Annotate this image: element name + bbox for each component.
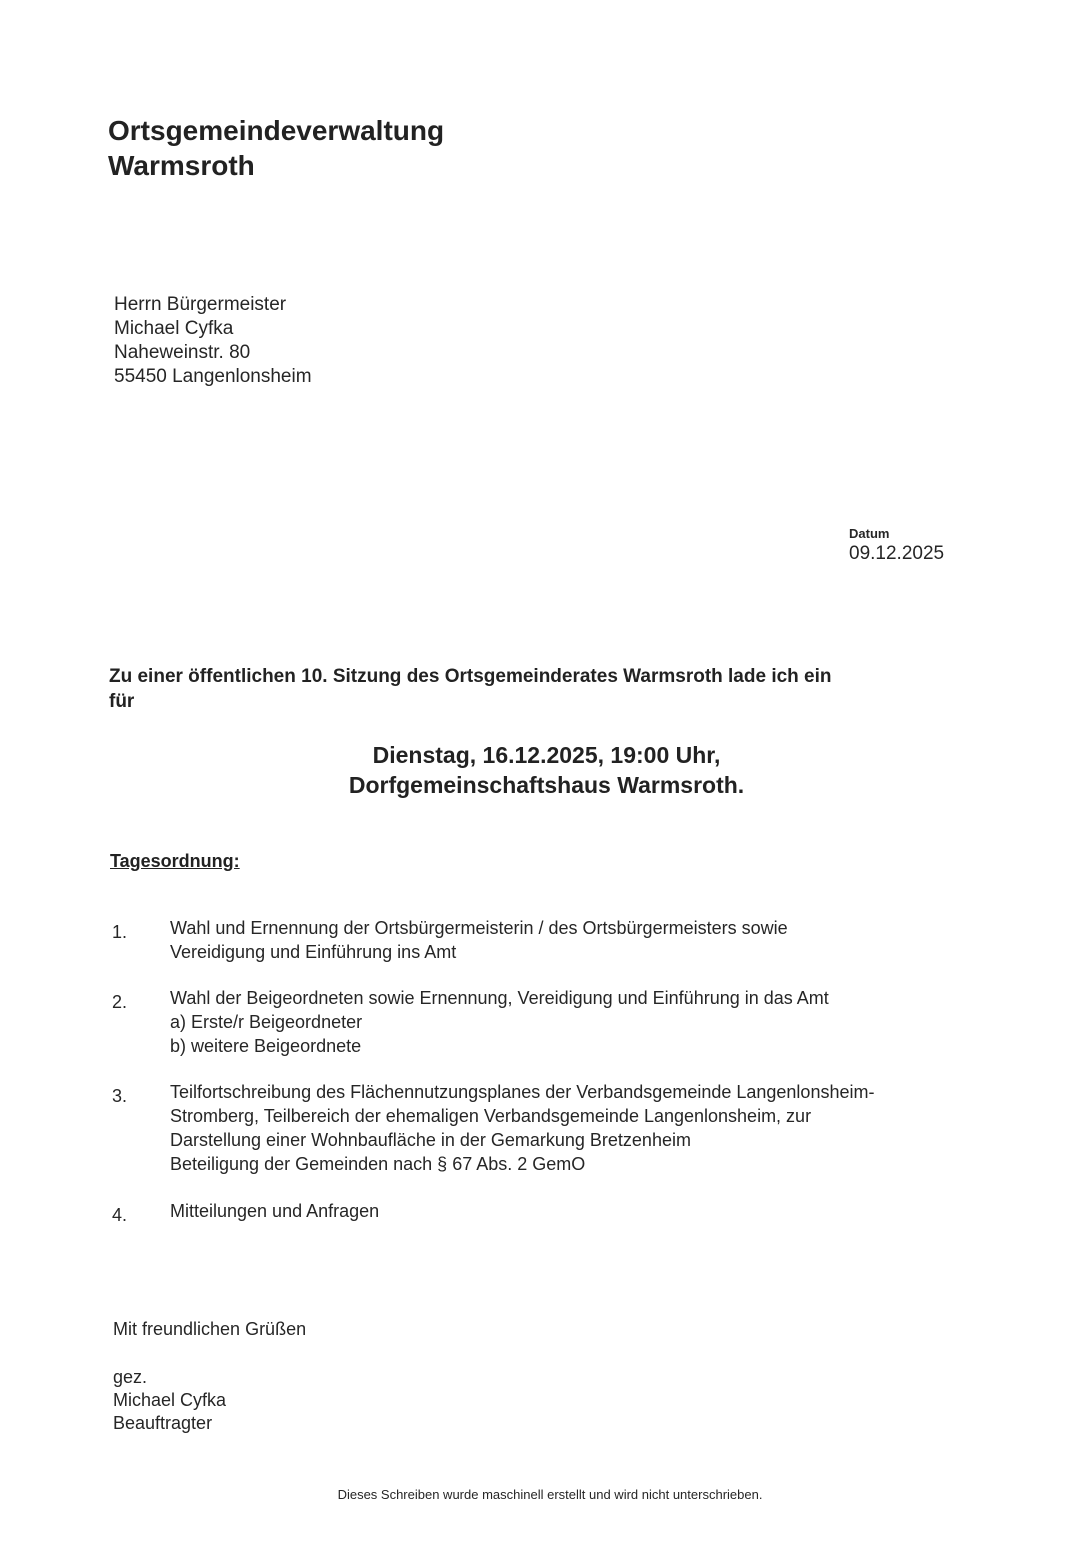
agenda-heading: Tagesordnung: bbox=[110, 851, 240, 871]
agenda-item-line: Teilfortschreibung des Flächennutzungsplanes der Verbandsgemeinde Langenlonsheim- bbox=[170, 1082, 875, 1102]
agenda-item-text bbox=[170, 1080, 874, 1176]
recipient-address bbox=[114, 293, 312, 389]
signature-name: Michael Cyfka bbox=[113, 1390, 227, 1410]
sender-municipality: Warmsroth bbox=[108, 150, 255, 181]
agenda-item-number: 3. bbox=[112, 1086, 128, 1106]
recipient-street: Naheweinstr. 80 bbox=[114, 342, 251, 363]
agenda-item-text bbox=[170, 986, 829, 1058]
meeting-location: Dorfgemeinschaftshaus Warmsroth. bbox=[348, 772, 745, 798]
footer-note: Dieses Schreiben wurde maschinell erstellt und wird nicht unterschrieben. bbox=[337, 1487, 763, 1502]
closing-greeting: Mit freundlichen Grüßen bbox=[113, 1319, 307, 1339]
agenda-item-line: Wahl der Beigeordneten sowie Ernennung, Vereidigung und Einführung in das Amt bbox=[170, 988, 829, 1008]
agenda-item-number: 4. bbox=[112, 1205, 128, 1225]
agenda-item-line: Stromberg, Teilbereich der ehemaligen Verbandsgemeinde Langenlonsheim, zur bbox=[170, 1106, 812, 1126]
agenda-item-number: 2. bbox=[112, 992, 128, 1012]
agenda-item-line: Beteiligung der Gemeinden nach § 67 Abs. 2 GemO bbox=[170, 1154, 586, 1174]
signature-signed: gez. bbox=[113, 1367, 148, 1387]
recipient-city: 55450 Langenlonsheim bbox=[114, 366, 312, 387]
invitation-intro bbox=[109, 664, 979, 714]
meeting-datetime: Dienstag, 16.12.2025, 19:00 Uhr, bbox=[372, 742, 721, 768]
date-label: Datum bbox=[849, 526, 890, 541]
invitation-intro-line: für bbox=[109, 691, 135, 712]
agenda-item-line: Mitteilungen und Anfragen bbox=[170, 1201, 380, 1221]
signature-block bbox=[113, 1366, 226, 1435]
sender-header bbox=[108, 113, 444, 183]
agenda-item-line: Vereidigung und Einführung ins Amt bbox=[170, 942, 457, 962]
agenda-item-line: Darstellung einer Wohnbaufläche in der Gemarkung Bretzenheim bbox=[170, 1130, 691, 1150]
signature-role: Beauftragter bbox=[113, 1413, 213, 1433]
recipient-name: Michael Cyfka bbox=[114, 318, 234, 339]
sender-organization: Ortsgemeindeverwaltung bbox=[108, 115, 445, 146]
agenda-item-text bbox=[170, 916, 788, 964]
agenda-item-line: b) weitere Beigeordnete bbox=[170, 1036, 362, 1056]
agenda-item-text bbox=[170, 1199, 379, 1223]
agenda-item-line: Wahl und Ernennung der Ortsbürgermeisterin / des Ortsbürgermeisters sowie bbox=[170, 918, 788, 938]
agenda-item-line: a) Erste/r Beigeordneter bbox=[170, 1012, 363, 1032]
recipient-salutation: Herrn Bürgermeister bbox=[114, 294, 287, 315]
date-value: 09.12.2025 bbox=[849, 543, 945, 564]
date-block bbox=[849, 526, 944, 566]
meeting-details bbox=[109, 740, 984, 800]
agenda-item-number: 1. bbox=[112, 922, 128, 942]
invitation-intro-line: Zu einer öffentlichen 10. Sitzung des Ortsgemeinderates Warmsroth lade ich ein bbox=[109, 666, 832, 687]
